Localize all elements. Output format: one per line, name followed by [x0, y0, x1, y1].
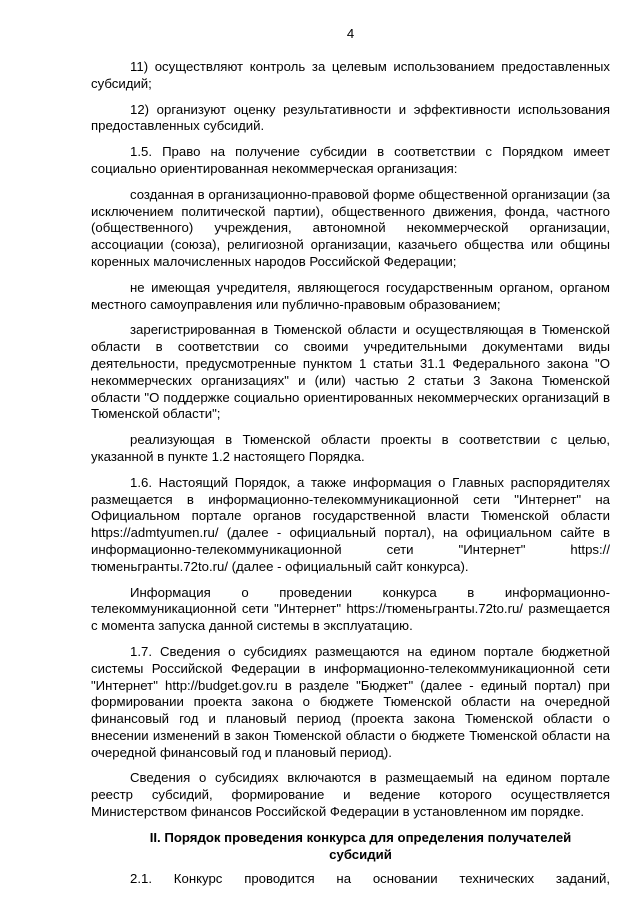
- paragraph-implementing-projects: реализующая в Тюменской области проекты в соответствии с целью, указанной в пункте 1.2 настоящего Порядка.: [91, 432, 610, 464]
- paragraph-registered: зарегистрированная в Тюменской области и осуществляющая в Тюменской области в соответствии со своими учредительными документами виды деятельности, предусмотренные пунктом 1 статьи 31.1 Федерального закона "О некоммерческих организациях" и (или) частью 2 статьи 3 Закона Тюменской области "О поддержке социально ориентированных некоммерческих организаций в Тюменской области";: [91, 322, 610, 422]
- paragraph-item-12: 12) организуют оценку результативности и эффективности использования предоставленных субсидий.: [91, 101, 610, 134]
- paragraph-subsidy-registry: Сведения о субсидиях включаются в размещаемый на едином портале реестр субсидий, формирование и ведение которого осуществляется Министерством финансов Российской Федерации в установленном им порядке.: [91, 770, 610, 820]
- page-number: 4: [346, 26, 355, 41]
- paragraph-contest-info: Информация о проведении конкурса в информационно-телекоммуникационной сети "Интернет" https://тюменьгранты.72to.ru/ размещается с момента запуска данной системы в эксплуатацию.: [91, 584, 610, 634]
- paragraph-clause-2-1: 2.1. Конкурс проводится на основании технических заданий,: [130, 871, 610, 887]
- paragraph-item-11: 11) осуществляют контроль за целевым использованием предоставленных субсидий;: [91, 59, 610, 91]
- paragraph-clause-1-5: 1.5. Право на получение субсидии в соответствии с Порядком имеет социально ориентированная некоммерческая организация:: [91, 144, 610, 176]
- section-heading: II. Порядок проведения конкурса для определения получателей субсидий: [149, 829, 572, 862]
- paragraph-no-state-founder: не имеющая учредителя, являющегося государственным органом, органом местного самоуправления или публично-правовым образованием;: [91, 279, 610, 312]
- paragraph-created-form: созданная в организационно-правовой форме общественной организации (за исключением политической партии), общественного движения, фонда, частного (общественного) учреждения, автономной некоммерческой организации, ассоциации (союза), религиозной организации, казачьего общества или общины коренных малочисленных народов Российской Федерации;: [91, 186, 610, 269]
- paragraph-clause-1-7: 1.7. Сведения о субсидиях размещаются на едином портале бюджетной системы Российской Федерации в информационно-телекоммуникационной сети "Интернет" http://budget.gov.ru в разделе "Бюджет" (далее - единый портал) при формировании проекта закона о бюджете Тюменской области на очередной финансовый год и плановый период (проекта закона Тюменской области о внесении изменений в закон Тюменской области о бюджете Тюменской области на очередной финансовый год и плановый период).: [91, 643, 610, 760]
- document-page: [91, 26, 610, 897]
- paragraph-clause-1-6: 1.6. Настоящий Порядок, а также информация о Главных распорядителях размещается в информационно-телекоммуникационной сети "Интернет" на Официальном портале органов государственной власти Тюменской области https://admtyumen.ru/ (далее - официальный портал), на официальном сайте в информационно-телекоммуникационной сети "Интернет" https://тюменьгранты.72to.ru/ (далее - официальный сайт конкурса).: [91, 474, 610, 574]
